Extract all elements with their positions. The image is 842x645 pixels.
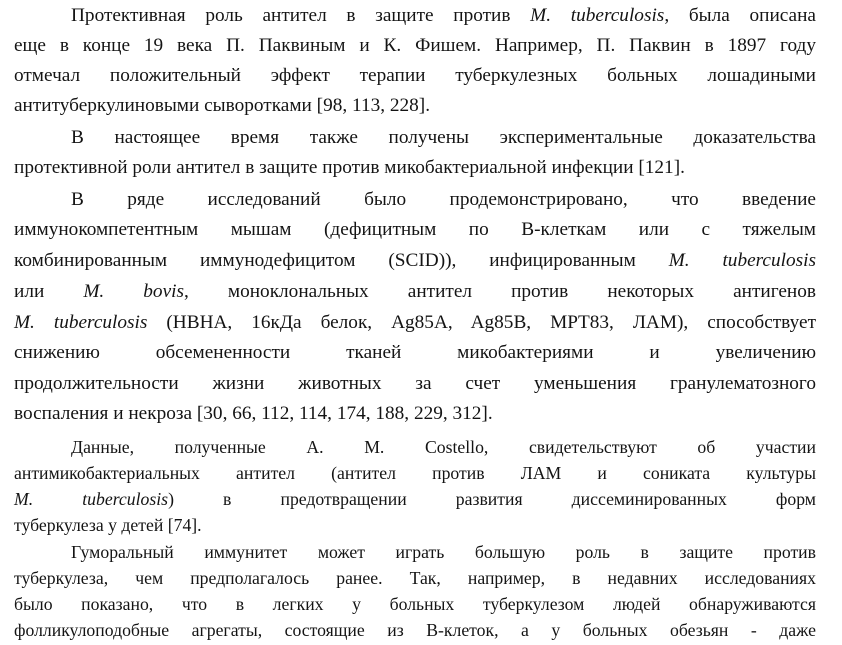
text-line: В ряде исследований было продемонстрировано, что введение <box>71 189 816 210</box>
text-line: отмечал положительный эффект терапии туберкулезных больных лошадиными <box>14 65 816 86</box>
text-line: M. tuberculosis) в предотвращении развития диссеминированных форм <box>14 489 816 509</box>
text-line: M. tuberculosis (HBHA, 16кДа белок, Ag85A, Ag85B, MPT83, ЛАМ), способствует <box>14 312 816 333</box>
text-line: было показано, что в легких у больных туберкулезом людей обнаруживаются <box>14 594 816 614</box>
text-line: протективной роли антител в защите против микобактериальной инфекции [121]. <box>14 157 685 178</box>
text-line: Гуморальный иммунитет может играть большую роль в защите против <box>71 542 816 562</box>
text-line: снижению обсемененности тканей микобактериями и увеличению <box>14 342 816 363</box>
text-line: туберкулеза, чем предполагалось ранее. Так, например, в недавних исследованиях <box>14 568 816 588</box>
text-line: антитуберкулиновыми сыворотками [98, 113, 228]. <box>14 95 431 116</box>
text-line: антимикобактериальных антител (антител против ЛАМ и сониката культуры <box>14 463 816 483</box>
text-line: или M. bovis, моноклональных антител против некоторых антигенов <box>14 281 816 302</box>
text-line: продолжительности жизни животных за счет уменьшения гранулематозного <box>14 373 816 394</box>
text-line: В настоящее время также получены экспериментальные доказательства <box>71 127 816 148</box>
text-line: фолликулоподобные агрегаты, состоящие из В-клеток, а у больных обезьян - даже <box>14 620 816 640</box>
text-line: иммунокомпетентным мышам (дефицитным по В-клеткам или с тяжелым <box>14 219 816 240</box>
text-line: воспаления и некроза [30, 66, 112, 114, 174, 188, 229, 312]. <box>14 403 493 424</box>
text-line: Данные, полученные A. M. Costello, свидетельствуют об участии <box>71 437 816 457</box>
text-line: туберкулеза у детей [74]. <box>14 515 202 535</box>
text-line: Протективная роль антител в защите против M. tuberculosis, была описана <box>71 5 816 26</box>
text-line: комбинированным иммунодефицитом (SCID)), инфицированным M. tuberculosis <box>14 250 816 271</box>
text-line: еще в конце 19 века П. Паквиным и К. Фишем. Например, П. Паквин в 1897 году <box>14 35 816 56</box>
